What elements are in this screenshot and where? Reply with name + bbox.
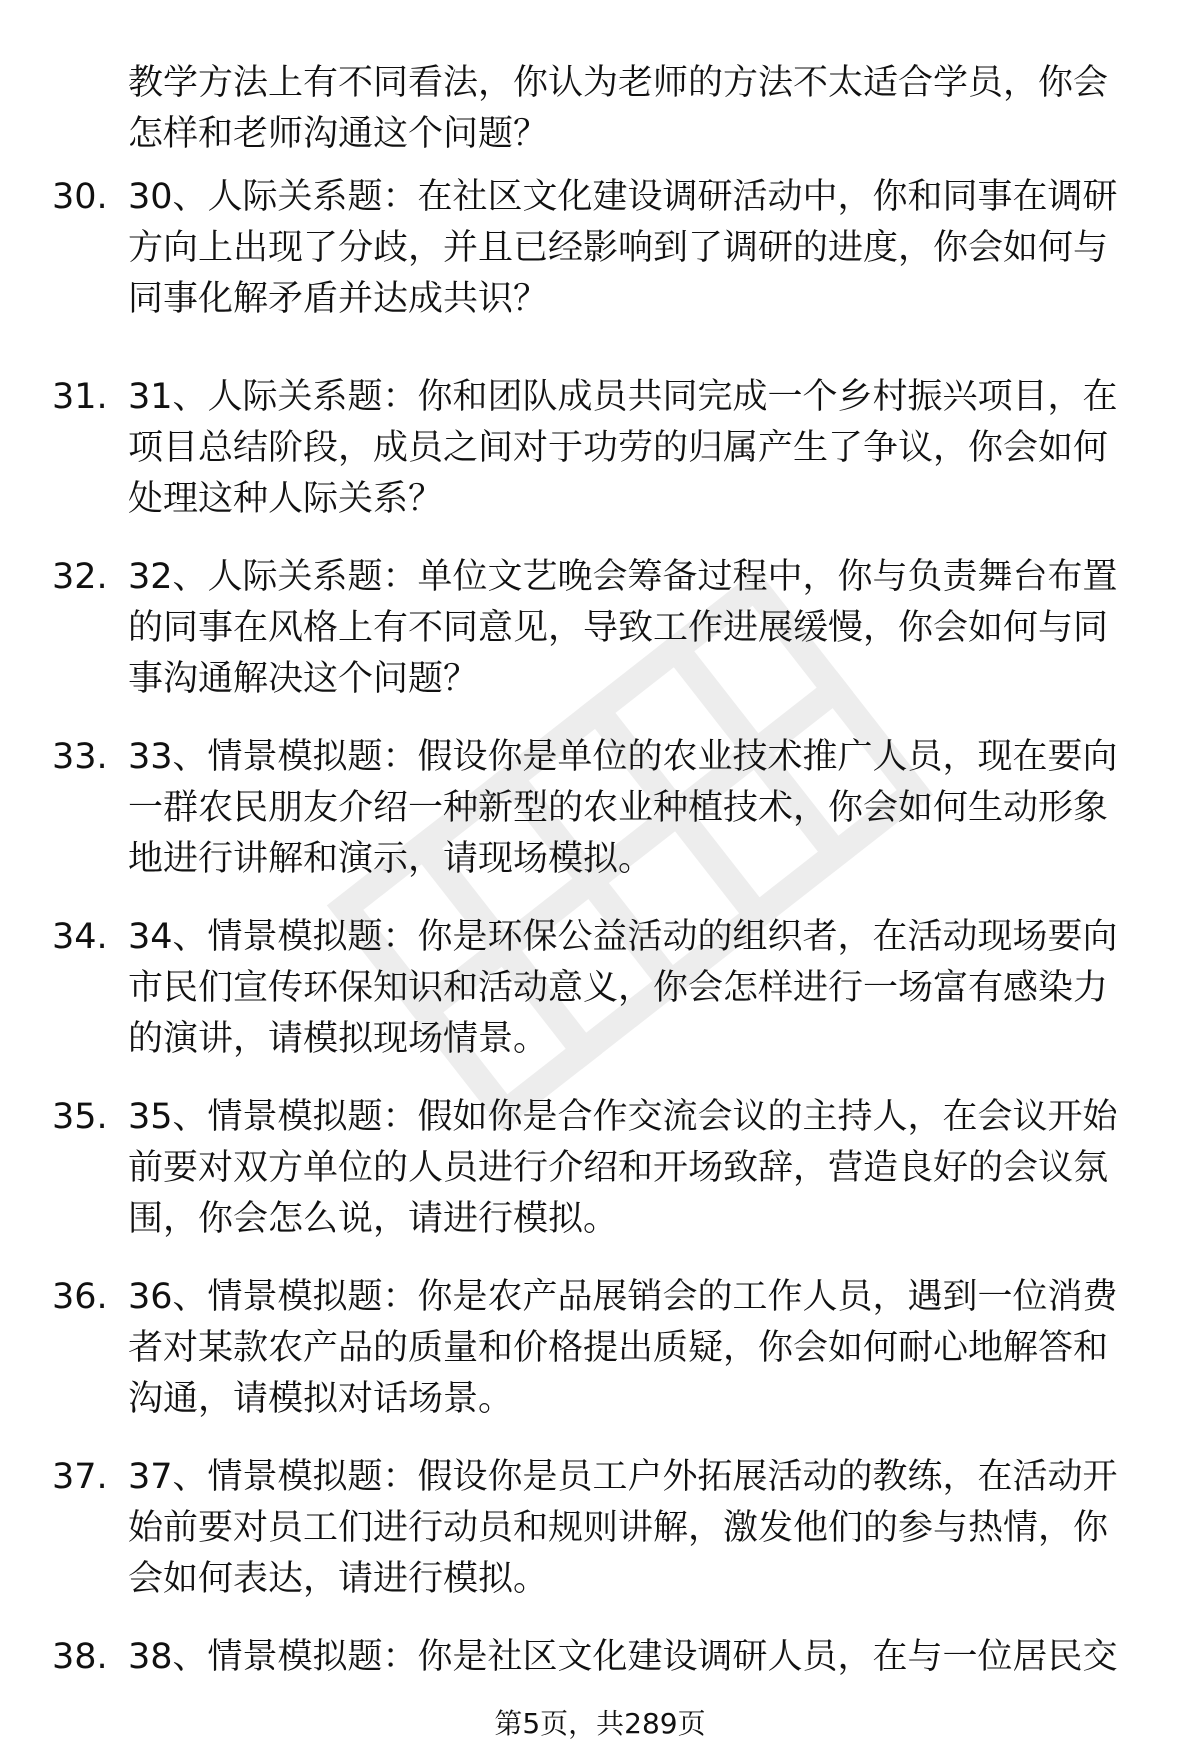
question-number: 34. xyxy=(52,917,108,957)
question-text xyxy=(128,912,1148,1065)
continuation-text xyxy=(128,58,1148,160)
question-line: 市民们宣传环保知识和活动意义，你会怎样进行一场富有感染力 xyxy=(128,968,1109,1008)
question-line: 一群农民朋友介绍一种新型的农业种植技术，你会如何生动形象 xyxy=(128,788,1109,828)
question-text xyxy=(128,1632,1148,1683)
question-line: 地进行讲解和演示，请现场模拟。 xyxy=(128,839,654,879)
question-line: 31、人际关系题：你和团队成员共同完成一个乡村振兴项目，在 xyxy=(128,377,1118,417)
question-line: 34、情景模拟题：你是环保公益活动的组织者，在活动现场要向 xyxy=(128,917,1118,957)
question-number: 33. xyxy=(52,737,108,777)
question-number: 32. xyxy=(52,557,108,597)
question-line: 的演讲，请模拟现场情景。 xyxy=(128,1019,549,1059)
question-text xyxy=(128,1452,1148,1605)
question-line: 32、人际关系题：单位文艺晚会筹备过程中，你与负责舞台布置 xyxy=(128,557,1118,597)
continuation-line: 怎样和老师沟通这个问题？ xyxy=(128,114,549,154)
question-text xyxy=(128,1272,1148,1425)
question-number: 30. xyxy=(52,177,108,217)
question-line: 30、人际关系题：在社区文化建设调研活动中，你和同事在调研 xyxy=(128,177,1118,217)
question-line: 者对某款农产品的质量和价格提出质疑，你会如何耐心地解答和 xyxy=(128,1328,1109,1368)
question-number: 36. xyxy=(52,1277,108,1317)
question-line: 35、情景模拟题：假如你是合作交流会议的主持人，在会议开始 xyxy=(128,1097,1118,1137)
question-line: 沟通，请模拟对话场景。 xyxy=(128,1379,514,1419)
question-number: 38. xyxy=(52,1637,108,1677)
question-line: 33、情景模拟题：假设你是单位的农业技术推广人员，现在要向 xyxy=(128,737,1118,777)
question-text xyxy=(128,732,1148,885)
question-text xyxy=(128,172,1148,325)
question-line: 会如何表达，请进行模拟。 xyxy=(128,1559,549,1599)
question-line: 37、情景模拟题：假设你是员工户外拓展活动的教练，在活动开 xyxy=(128,1457,1118,1497)
question-text xyxy=(128,1092,1148,1245)
continuation-line: 教学方法上有不同看法，你认为老师的方法不太适合学员，你会 xyxy=(128,63,1109,103)
question-line: 项目总结阶段，成员之间对于功劳的归属产生了争议，你会如何 xyxy=(128,428,1109,468)
question-line: 38、情景模拟题：你是社区文化建设调研人员，在与一位居民交 xyxy=(128,1637,1118,1677)
question-number: 35. xyxy=(52,1097,108,1137)
question-line: 方向上出现了分歧，并且已经影响到了调研的进度，你会如何与 xyxy=(128,228,1109,268)
question-number: 31. xyxy=(52,377,108,417)
question-line: 36、情景模拟题：你是农产品展销会的工作人员，遇到一位消费 xyxy=(128,1277,1118,1317)
question-line: 围，你会怎么说，请进行模拟。 xyxy=(128,1199,619,1239)
question-line: 始前要对员工们进行动员和规则讲解，激发他们的参与热情，你 xyxy=(128,1508,1109,1548)
question-line: 同事化解矛盾并达成共识？ xyxy=(128,279,549,319)
question-text xyxy=(128,372,1148,525)
page-footer: 第5页，共289页 xyxy=(494,1707,706,1740)
question-number: 37. xyxy=(52,1457,108,1497)
question-text xyxy=(128,552,1148,705)
question-line: 的同事在风格上有不同意见，导致工作进展缓慢，你会如何与同 xyxy=(128,608,1109,648)
question-line: 前要对双方单位的人员进行介绍和开场致辞，营造良好的会议氛 xyxy=(128,1148,1109,1188)
question-line: 处理这种人际关系？ xyxy=(128,479,444,519)
question-line: 事沟通解决这个问题？ xyxy=(128,659,479,699)
